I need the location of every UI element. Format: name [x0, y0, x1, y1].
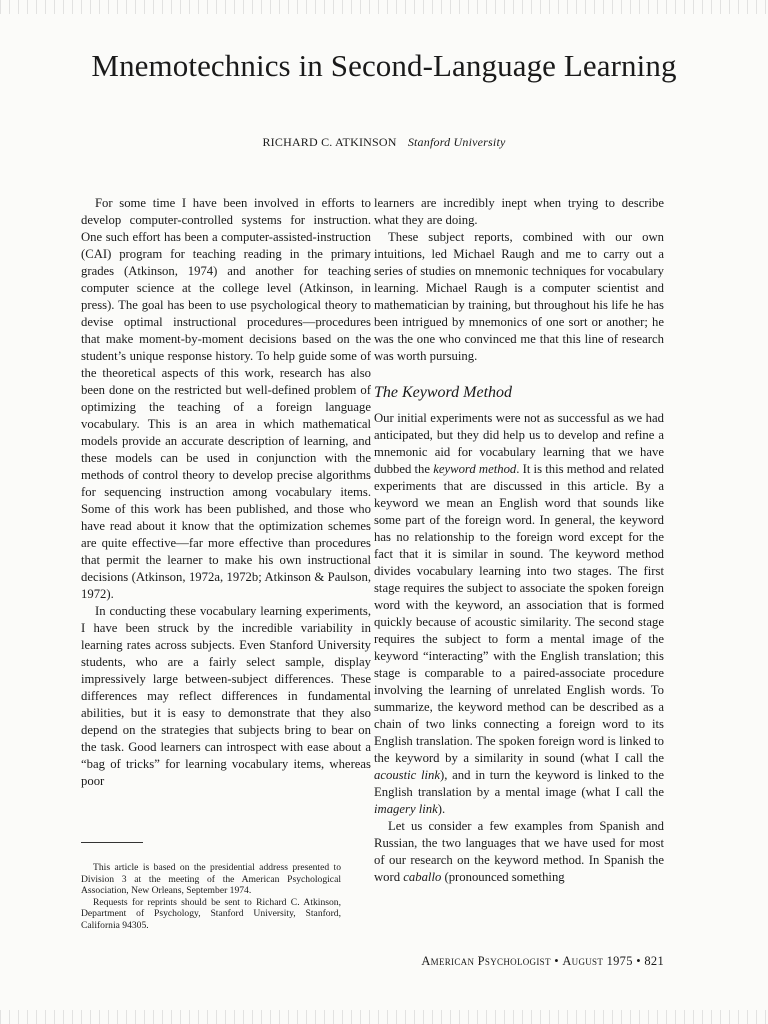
footnote-paragraph-2: Requests for reprints should be sent to Richard C. Atkinson, Department of Psychology, Stanford University, Stanford, California 94305. [81, 896, 341, 931]
scan-artifact-bottom [0, 1010, 768, 1024]
footnote-rule [81, 842, 143, 843]
left-paragraph-1: For some time I have been involved in efforts to develop computer-controlled systems for instruction. One such effort has been a computer-assisted-instruction (CAI) program for teaching reading in the primary grades (Atkinson, 1974) and another for teaching computer science at the college level (Atkinson, in press). The goal has been to use psychological theory to devise optimal instructional procedures—procedures that make moment-by-moment decisions based on the student’s unique response history. To help guide some of the theoretical aspects of this work, research has also been done on the restricted but well-defined problem of optimizing the teaching of a foreign language vocabulary. This is an area in which mathematical models provide an accurate description of learning, and these models can be used in conjunction with the methods of control theory to develop precise algorithms for sequencing instruction among vocabulary items. Some of this work has been published, and those who have read about it know that the optimization schemes are quite effective—far more effective than procedures that permit the learner to make his own instructional decisions (Atkinson, 1972a, 1972b; Atkinson & Paulson, 1972). [81, 196, 371, 601]
page-number: 821 [644, 954, 664, 968]
text-run: Let us consider a few examples from Spanish and Russian, the two languages that we have used for most of our research on the keyword method. In Spanish the word [374, 819, 664, 884]
footer-separator: • [636, 954, 641, 968]
emphasis-keyword-method: keyword method [433, 462, 517, 476]
right-column [374, 195, 664, 886]
scan-artifact-top [0, 0, 768, 14]
emphasis-imagery-link: imagery link [374, 802, 438, 816]
section-heading: The Keyword Method [374, 384, 513, 401]
footnote-paragraph-1: This article is based on the presidential address presented to Division 3 at the meeting of the American Psychological Association, New Orleans, September 1974. [81, 862, 341, 896]
author-name: RICHARD C. ATKINSON [262, 135, 397, 149]
text-run: . It is this method and related experiments that are discussed in this article. By a keyword we mean an English word that sounds like some part of the foreign word. In general, the keyword has no relationship to the foreign word except for the fact that it is similar in sound. The keyword method divides vocabulary learning into two stages. The first stage requires the subject to associate the spoken foreign word with the keyword, an association that is formed quickly because of acoustic similarity. The second stage requires the subject to form a mental image of the keyword “interacting” with the English translation; this stage is comparable to a paired-associate procedure involving the learning of unrelated English words. To summarize, the keyword method can be described as a chain of two links connecting a foreign word to its English translation. The spoken foreign word is linked to the keyword by a similarity in sound (what I call the [374, 462, 664, 765]
footer-separator: • [554, 954, 559, 968]
emphasis-caballo: caballo [403, 870, 442, 884]
footnote [81, 862, 341, 931]
text-run: ), and in turn the keyword is linked to the English translation by a mental image (what I call the [374, 768, 664, 799]
running-footer [374, 954, 664, 969]
emphasis-acoustic-link: acoustic link [374, 768, 441, 782]
text-run: Our initial experiments were not as successful as we had anticipated, but they did help us to develop and refine a mnemonic aid for vocabulary learning that we have dubbed the [374, 411, 664, 476]
right-paragraph-1: learners are incredibly inept when trying to describe what they are doing. [374, 196, 664, 227]
article-title: Mnemotechnics in Second-Language Learning [91, 48, 677, 83]
byline [0, 135, 768, 150]
right-paragraph-3 [374, 410, 664, 818]
right-paragraph-4 [374, 818, 664, 886]
text-run: ). [437, 802, 446, 816]
issue-date: August 1975 [562, 954, 633, 968]
right-paragraph-2: These subject reports, combined with our own intuitions, led Michael Raugh and me to carry out a series of studies on mnemonic techniques for vocabulary learning. Michael Raugh is a computer scientist and mathematician by training, but throughout his life he has been intrigued by mnemonics of one sort or another; he was the one who convinced me that this line of research was worth pursuing. [374, 230, 664, 363]
left-paragraph-2: In conducting these vocabulary learning experiments, I have been struck by the incredible variability in learning rates across subjects. Even Stanford University students, who are a fairly select sample, display impressively large between-subject differences. These differences may reflect differences in fundamental abilities, but it is easy to demonstrate that they also depend on the strategies that subjects bring to bear on the task. Good learners can introspect with ease about a “bag of tricks” for learning vocabulary items, whereas poor [81, 604, 371, 788]
journal-name: American Psychologist [421, 954, 551, 968]
left-column [81, 195, 371, 790]
author-affiliation: Stanford University [407, 135, 506, 149]
text-run: (pronounced something [441, 870, 565, 884]
